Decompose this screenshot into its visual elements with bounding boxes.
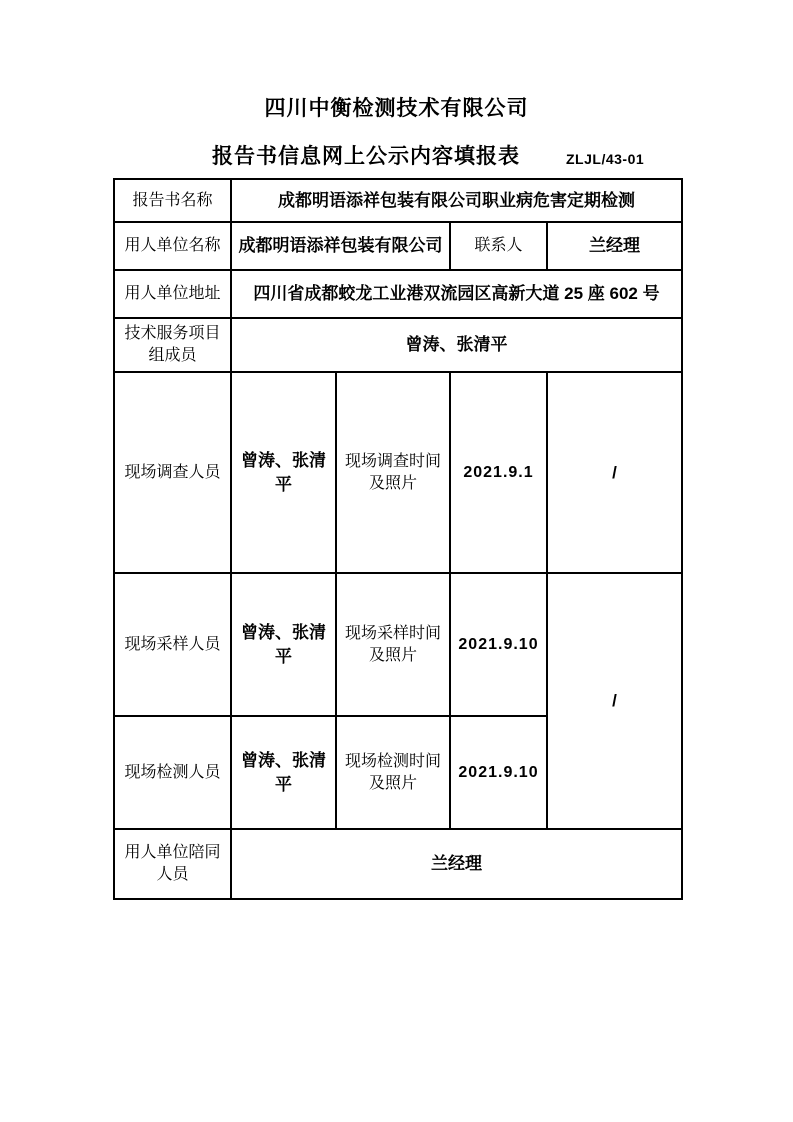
contact-label: 联系人	[450, 222, 547, 270]
site-survey-label: 现场调查人员	[114, 372, 231, 573]
site-sampling-time-label: 现场采样时间及照片	[336, 573, 450, 716]
form-title: 报告书信息网上公示内容填报表	[212, 145, 520, 168]
form-table	[113, 178, 683, 900]
doc-code: ZLJL/43-01	[566, 151, 645, 167]
employer-name-row	[114, 222, 682, 270]
site-testing-date: 2021.9.10	[450, 716, 547, 829]
report-name-value: 成都明语添祥包装有限公司职业病危害定期检测	[231, 179, 682, 222]
accompanying-row	[114, 829, 682, 899]
site-survey-personnel: 曾涛、张清平	[231, 372, 336, 573]
employer-address-value: 四川省成都蛟龙工业港双流园区高新大道 25 座 602 号	[231, 270, 682, 318]
employer-address-row	[114, 270, 682, 318]
report-name-label: 报告书名称	[114, 179, 231, 222]
site-survey-date: 2021.9.1	[450, 372, 547, 573]
site-sampling-personnel: 曾涛、张清平	[231, 573, 336, 716]
company-title: 四川中衡检测技术有限公司	[264, 97, 529, 120]
project-team-label: 技术服务项目组成员	[114, 318, 231, 372]
site-sampling-row	[114, 573, 682, 716]
contact-value: 兰经理	[547, 222, 682, 270]
site-testing-time-label: 现场检测时间及照片	[336, 716, 450, 829]
accompanying-label: 用人单位陪同人员	[114, 829, 231, 899]
site-sampling-label: 现场采样人员	[114, 573, 231, 716]
employer-name-label: 用人单位名称	[114, 222, 231, 270]
subtitle-row	[212, 144, 793, 170]
site-survey-row	[114, 372, 682, 573]
sampling-testing-photo-placeholder: /	[547, 573, 682, 829]
accompanying-value: 兰经理	[231, 829, 682, 899]
project-team-value: 曾涛、张清平	[231, 318, 682, 372]
site-sampling-date: 2021.9.10	[450, 573, 547, 716]
employer-address-label: 用人单位地址	[114, 270, 231, 318]
site-testing-personnel: 曾涛、张清平	[231, 716, 336, 829]
project-team-row	[114, 318, 682, 372]
site-survey-time-label: 现场调查时间及照片	[336, 372, 450, 573]
site-survey-photo-placeholder: /	[547, 372, 682, 573]
site-testing-label: 现场检测人员	[114, 716, 231, 829]
report-name-row	[114, 179, 682, 222]
employer-name-value: 成都明语添祥包装有限公司	[231, 222, 450, 270]
